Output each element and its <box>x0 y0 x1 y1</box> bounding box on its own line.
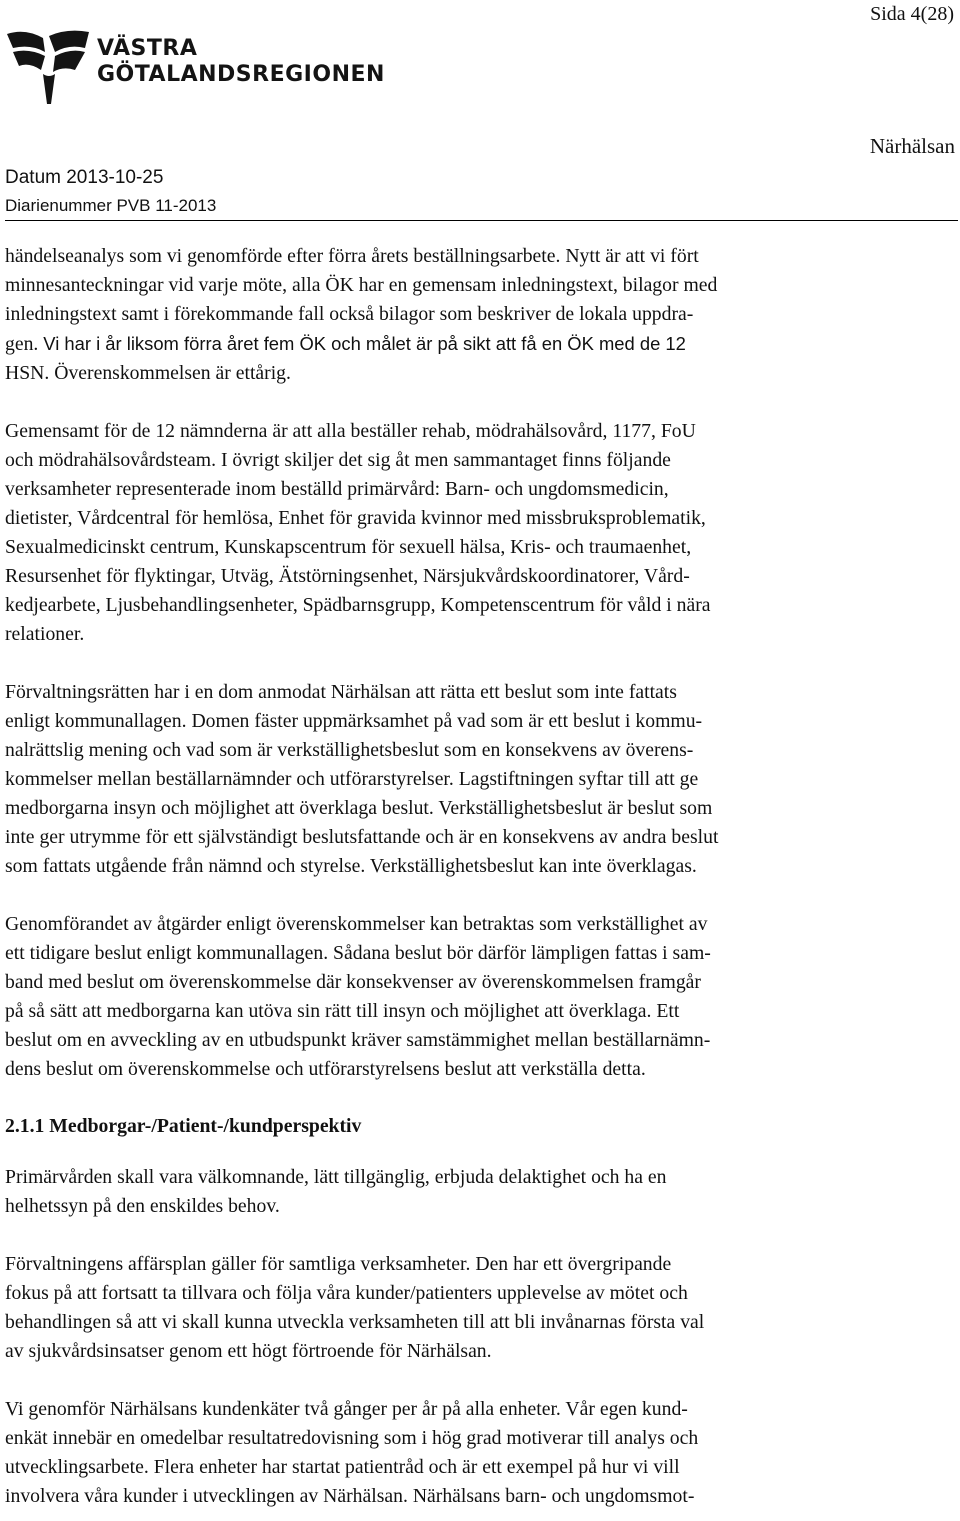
text-line-sans: Vi har i år liksom förra året fem ÖK och målet är på sikt att få en ÖK med de 12 <box>43 333 686 354</box>
text-line: nalrättslig mening och vad som är verkställighetsbeslut som en konsekvens av överens- <box>5 739 694 761</box>
text-line: inledningstext samt i förekommande fall också bilagor som beskriver de lokala uppdra- <box>5 303 694 325</box>
paragraph-7 <box>5 1395 920 1511</box>
paragraph-4 <box>5 910 920 1084</box>
text-line: Vi genomför Närhälsans kundenkäter två gånger per år på alla enheter. Vår egen kund- <box>5 1398 688 1420</box>
text-line: relationer. <box>5 623 85 645</box>
text-line: av sjukvårdsinsatser genom ett högt förtroende för Närhälsan. <box>5 1340 492 1362</box>
text-line: kommelser mellan beställarnämnder och utförarstyrelser. Lagstiftningen syftar till att ge <box>5 768 699 790</box>
text-line: dens beslut om överenskommelse och utförarstyrelsens beslut att verkställa detta. <box>5 1058 646 1080</box>
text-line: enkät innebär en omedelbar resultatredovisning som i hög grad motiverar till analys och <box>5 1427 699 1449</box>
unit-name: Närhälsan <box>869 134 955 158</box>
text-line: som fattats utgående från nämnd och styrelse. Verkställighetsbeslut kan inte överklagas. <box>5 855 697 877</box>
page-number: Sida 4(28) <box>870 3 954 25</box>
text-line: beslut om en avveckling av en utbudspunkt kräver samstämmighet mellan beställarnämn- <box>5 1029 711 1051</box>
paragraph-5 <box>5 1163 920 1221</box>
text-line: behandlingen så att vi skall kunna utveckla verksamheten till att bli invånarnas första val <box>5 1311 705 1333</box>
paragraph-3 <box>5 678 920 881</box>
text-line: Förvaltningens affärsplan gäller för samtliga verksamheter. Den har ett övergripande <box>5 1253 672 1275</box>
text-line: Sexualmedicinskt centrum, Kunskapscentrum för sexuell hälsa, Kris- och traumaenhet, <box>5 536 692 558</box>
paragraph-1 <box>5 242 920 388</box>
text-line: och mödrahälsovårdsteam. I övrigt skiljer det sig åt men sammantaget finns följande <box>5 449 671 471</box>
text-line: HSN. Överenskommelsen är ettårig. <box>5 362 291 384</box>
text-line: helhetssyn på den enskildes behov. <box>5 1195 280 1217</box>
text-line: Förvaltningsrätten har i en dom anmodat Närhälsan att rätta ett beslut som inte fattats <box>5 681 677 703</box>
text-line: Genomförandet av åtgärder enligt överenskommelser kan betraktas som verkställighet av <box>5 913 708 935</box>
text-line: gen. <box>5 333 44 355</box>
document-date: Datum 2013-10-25 <box>5 167 164 188</box>
header-divider <box>5 220 958 221</box>
text-line: involvera våra kunder i utvecklingen av Närhälsan. Närhälsans barn- och ungdomsmot- <box>5 1485 695 1507</box>
text-line: medborgarna insyn och möjlighet att överklaga beslut. Verkställighetsbeslut är beslut som <box>5 797 713 819</box>
logo-text-gotalandsregionen: GÖTALANDSREGIONEN <box>97 62 385 87</box>
text-line: dietister, Vårdcentral för hemlösa, Enhet för gravida kvinnor med missbruksproblematik, <box>5 507 706 529</box>
text-line: utvecklingsarbete. Flera enheter har startat patientråd och är ett exempel på hur vi vill <box>5 1456 680 1478</box>
vgr-logo <box>5 26 385 106</box>
text-line: Gemensamt för de 12 nämnderna är att alla beställer rehab, mödrahälsovård, 1177, FoU <box>5 420 696 442</box>
section-heading: 2.1.1 Medborgar-/Patient-/kundperspektiv <box>5 1115 362 1137</box>
text-line: fokus på att fortsatt ta tillvara och följa våra kunder/patienters upplevelse av mötet och <box>5 1282 688 1304</box>
text-line: Primärvården skall vara välkomnande, lätt tillgänglig, erbjuda delaktighet och ha en <box>5 1166 667 1188</box>
document-body <box>5 242 920 1511</box>
text-line: band med beslut om överenskommelse där konsekvenser av överenskommelsen framgår <box>5 971 701 993</box>
paragraph-6 <box>5 1250 920 1366</box>
registration-number: Diarienummer PVB 11-2013 <box>5 196 217 215</box>
paragraph-2 <box>5 417 920 649</box>
text-line: kedjearbete, Ljusbehandlingsenheter, Spädbarnsgrupp, Kompetenscentrum för våld i nära <box>5 594 711 616</box>
text-line: på så sätt att medborgarna kan utöva sin rätt till insyn och möjlighet att överklaga. Ett <box>5 1000 680 1022</box>
logo-text-vastra: VÄSTRA <box>97 36 198 61</box>
text-line: Resursenhet för flyktingar, Utväg, Ätstörningsenhet, Närsjukvårdskoordinatorer, Vård- <box>5 565 690 587</box>
vgr-emblem-icon <box>5 26 95 106</box>
text-line: verksamheter representerade inom beställd primärvård: Barn- och ungdomsmedicin, <box>5 478 669 500</box>
text-line: enligt kommunallagen. Domen fäster uppmärksamhet på vad som är ett beslut i kommu- <box>5 710 703 732</box>
text-line: minnesanteckningar vid varje möte, alla ÖK har en gemensam inledningstext, bilagor med <box>5 274 718 296</box>
text-line: inte ger utrymme för ett självständigt beslutsfattande och är en konsekvens av andra beslut <box>5 826 719 848</box>
text-line: händelseanalys som vi genomförde efter förra årets beställningsarbete. Nytt är att vi fört <box>5 245 699 267</box>
text-line: ett tidigare beslut enligt kommunallagen. Sådana beslut bör därför lämpligen fattas i sam- <box>5 942 711 964</box>
